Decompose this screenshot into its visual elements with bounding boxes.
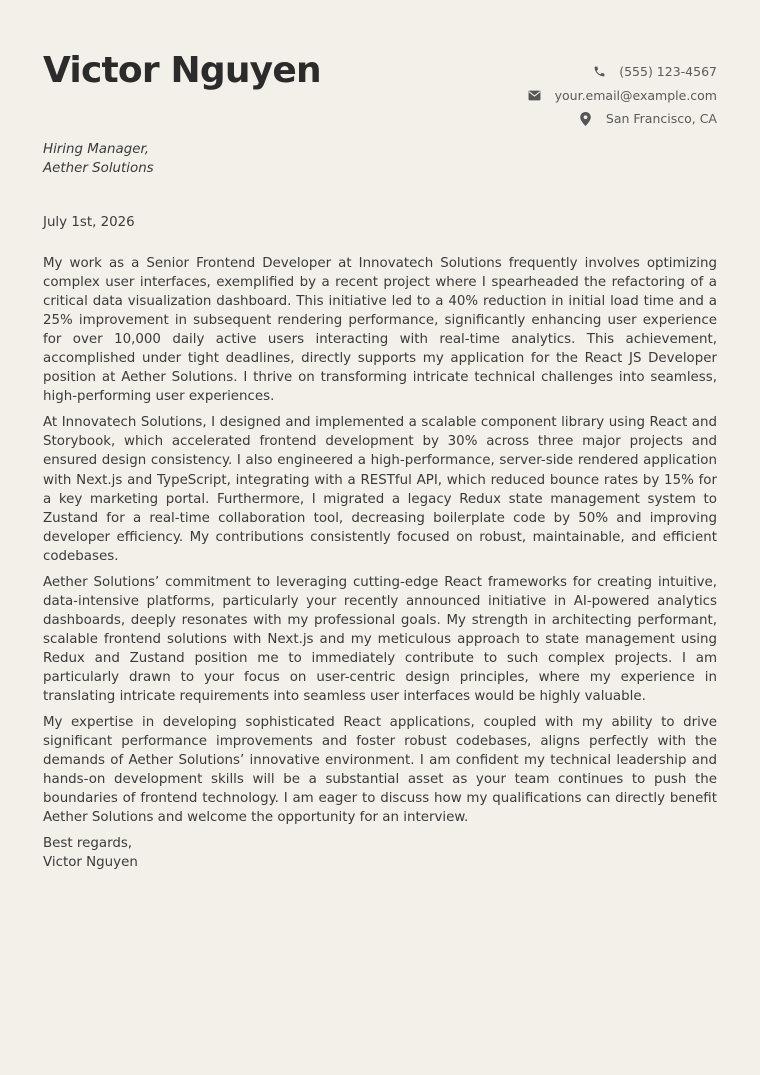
email-text[interactable]: your.email@example.com [554,87,717,103]
contact-email [527,84,717,108]
recipient-title: Hiring Manager, [43,142,149,157]
envelope-icon [527,87,543,103]
phone-text[interactable]: (555) 123-4567 [619,64,717,80]
recipient-company: Aether Solutions [43,160,154,176]
applicant-name: Victor Nguyen [43,50,321,91]
body-paragraph: Aether Solutions’ commitment to leveraging cutting-edge React frameworks for creating intuitive, data-intensive platforms, particularly your recently announced initiative in AI-powered analytics dashboards, deeply resonates with my professional goals. My strength in architecting performant, scalable frontend solutions with Next.js and my meticulous approach to state management using Redux and Zustand position me to immediately contribute to such complex projects. I am particularly drawn to your focus on user-centric design principles, where my experience in translating intricate requirements into seamless user interfaces would be highly valuable. [43,574,717,705]
closing-signature: Victor Nguyen [43,855,138,871]
map-pin-icon [578,111,594,127]
recipient-block [43,141,154,178]
closing-block [43,834,717,872]
contact-location [527,107,717,131]
contact-phone [527,60,717,84]
contact-block [527,60,717,131]
body-paragraph: My work as a Senior Frontend Developer at Innovatech Solutions frequently involves optimizing complex user interfaces, exemplified by a recent project where I spearheaded the refactoring of a critical data visualization dashboard. This initiative led to a 40% reduction in initial load time and a 25% improvement in subsequent rendering performance, significantly enhancing user experience for over 10,000 daily active users interacting with real-time analytics. This achievement, accomplished under tight deadlines, directly supports my application for the React JS Developer position at Aether Solutions. I thrive on transforming intricate technical challenges into seamless, high-performing user experiences. [43,256,717,405]
phone-icon [591,64,607,80]
body-paragraph: At Innovatech Solutions, I designed and implemented a scalable component library using React and Storybook, which accelerated frontend development by 30% across three major projects and ensured design consistency. I also engineered a high-performance, server-side rendered application with Next.js and TypeScript, integrating with a RESTful API, which reduced bounce rates by 15% for a key marketing portal. Furthermore, I migrated a legacy Redux state management system to Zustand for a real-time collaboration tool, decreasing boilerplate code by 50% and improving developer efficiency. My contributions consistently focused on robust, maintainable, and efficient codebases. [43,415,717,564]
letter-body [43,254,717,872]
closing-salutation: Best regards, [43,836,133,852]
body-paragraph: My expertise in developing sophisticated React applications, coupled with my ability to drive significant performance improvements and foster robust codebases, aligns perfectly with the demands of Aether Solutions’ innovative environment. I am confident my technical leadership and hands-on development skills will be a substantial asset as your team continues to push the boundaries of frontend technology. I am eager to discuss how my qualifications can directly benefit Aether Solutions and welcome the opportunity for an interview. [43,715,717,826]
location-text: San Francisco, CA [605,111,717,127]
letter-date: July 1st, 2026 [43,215,135,230]
